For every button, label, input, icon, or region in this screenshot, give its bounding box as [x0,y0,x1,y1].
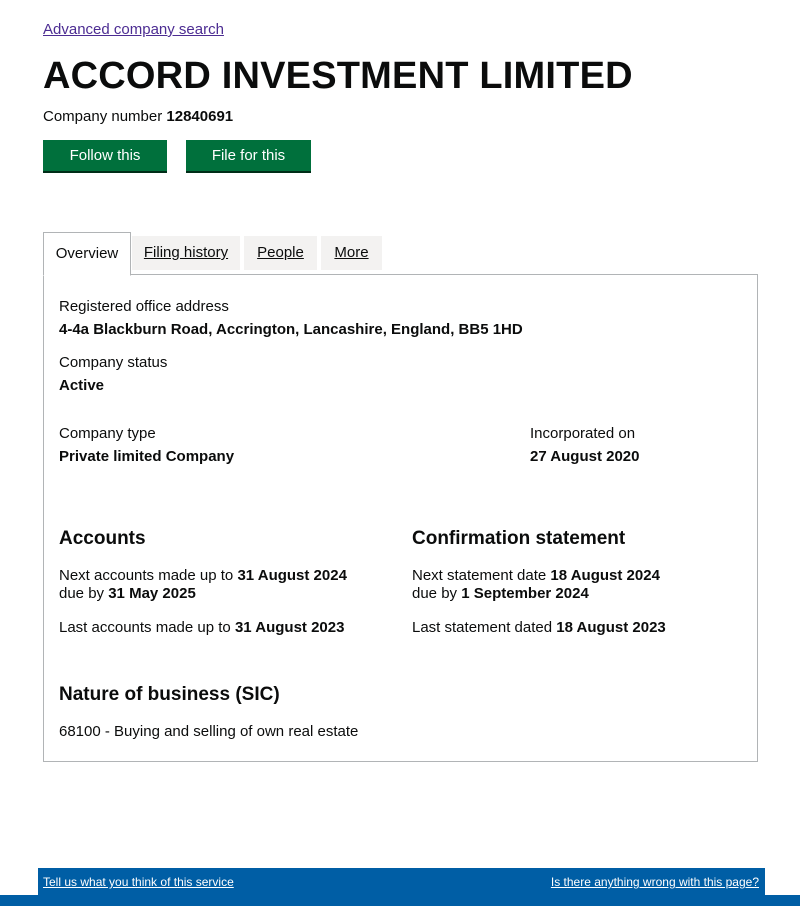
page-title: ACCORD INVESTMENT LIMITED [43,55,633,97]
confirmation-last-prefix: Last statement dated [412,619,553,636]
accounts-due-prefix: due by [59,585,105,602]
tab-overview[interactable]: Overview [43,232,131,276]
accounts-last [59,619,344,636]
company-status-label: Company status [59,354,168,371]
confirmation-due-prefix: due by [412,585,458,602]
confirmation-heading: Confirmation statement [412,528,626,549]
incorporated-value: 27 August 2020 [530,448,640,465]
tab-filing-history[interactable]: Filing history [132,236,240,270]
registered-office-value: 4-4a Blackburn Road, Accrington, Lancashire, England, BB5 1HD [59,321,523,338]
accounts-due [59,585,196,602]
feedback-footer [38,868,765,896]
company-number [43,108,233,125]
confirmation-next-date: 18 August 2024 [550,567,660,584]
confirmation-due-date: 1 September 2024 [461,585,589,602]
company-type-label: Company type [59,425,156,442]
registered-office-label: Registered office address [59,298,229,315]
confirmation-due [412,585,589,602]
tab-more[interactable]: More [321,236,382,270]
confirmation-next [412,567,660,584]
company-status-value: Active [59,377,105,394]
company-number-label: Company number [43,108,163,125]
accounts-last-prefix: Last accounts made up to [59,619,231,636]
sic-item: 68100 - Buying and selling of own real estate [59,723,359,740]
accounts-due-date: 31 May 2025 [108,585,196,602]
file-for-company-button[interactable]: File for this company [186,140,311,171]
footer-bar [0,895,800,906]
company-type-value: Private limited Company [59,448,235,465]
confirmation-next-prefix: Next statement date [412,567,547,584]
report-problem-link[interactable]: Is there anything wrong with this page? [550,875,759,889]
feedback-link[interactable]: Tell us what you think of this service [43,875,234,889]
confirmation-last-date: 18 August 2023 [556,619,666,636]
company-number-value: 12840691 [166,108,234,125]
accounts-next-prefix: Next accounts made up to [59,567,234,584]
sic-heading: Nature of business (SIC) [59,684,280,705]
tab-people[interactable]: People [244,236,317,270]
advanced-search-link[interactable]: Advanced company search [43,21,224,38]
follow-company-button[interactable]: Follow this company [43,140,167,171]
accounts-next [59,567,347,584]
accounts-heading: Accounts [59,528,146,549]
accounts-next-date: 31 August 2024 [237,567,347,584]
accounts-last-date: 31 August 2023 [234,619,345,636]
incorporated-label: Incorporated on [530,425,636,442]
overview-panel [43,274,758,762]
confirmation-last [412,619,666,636]
